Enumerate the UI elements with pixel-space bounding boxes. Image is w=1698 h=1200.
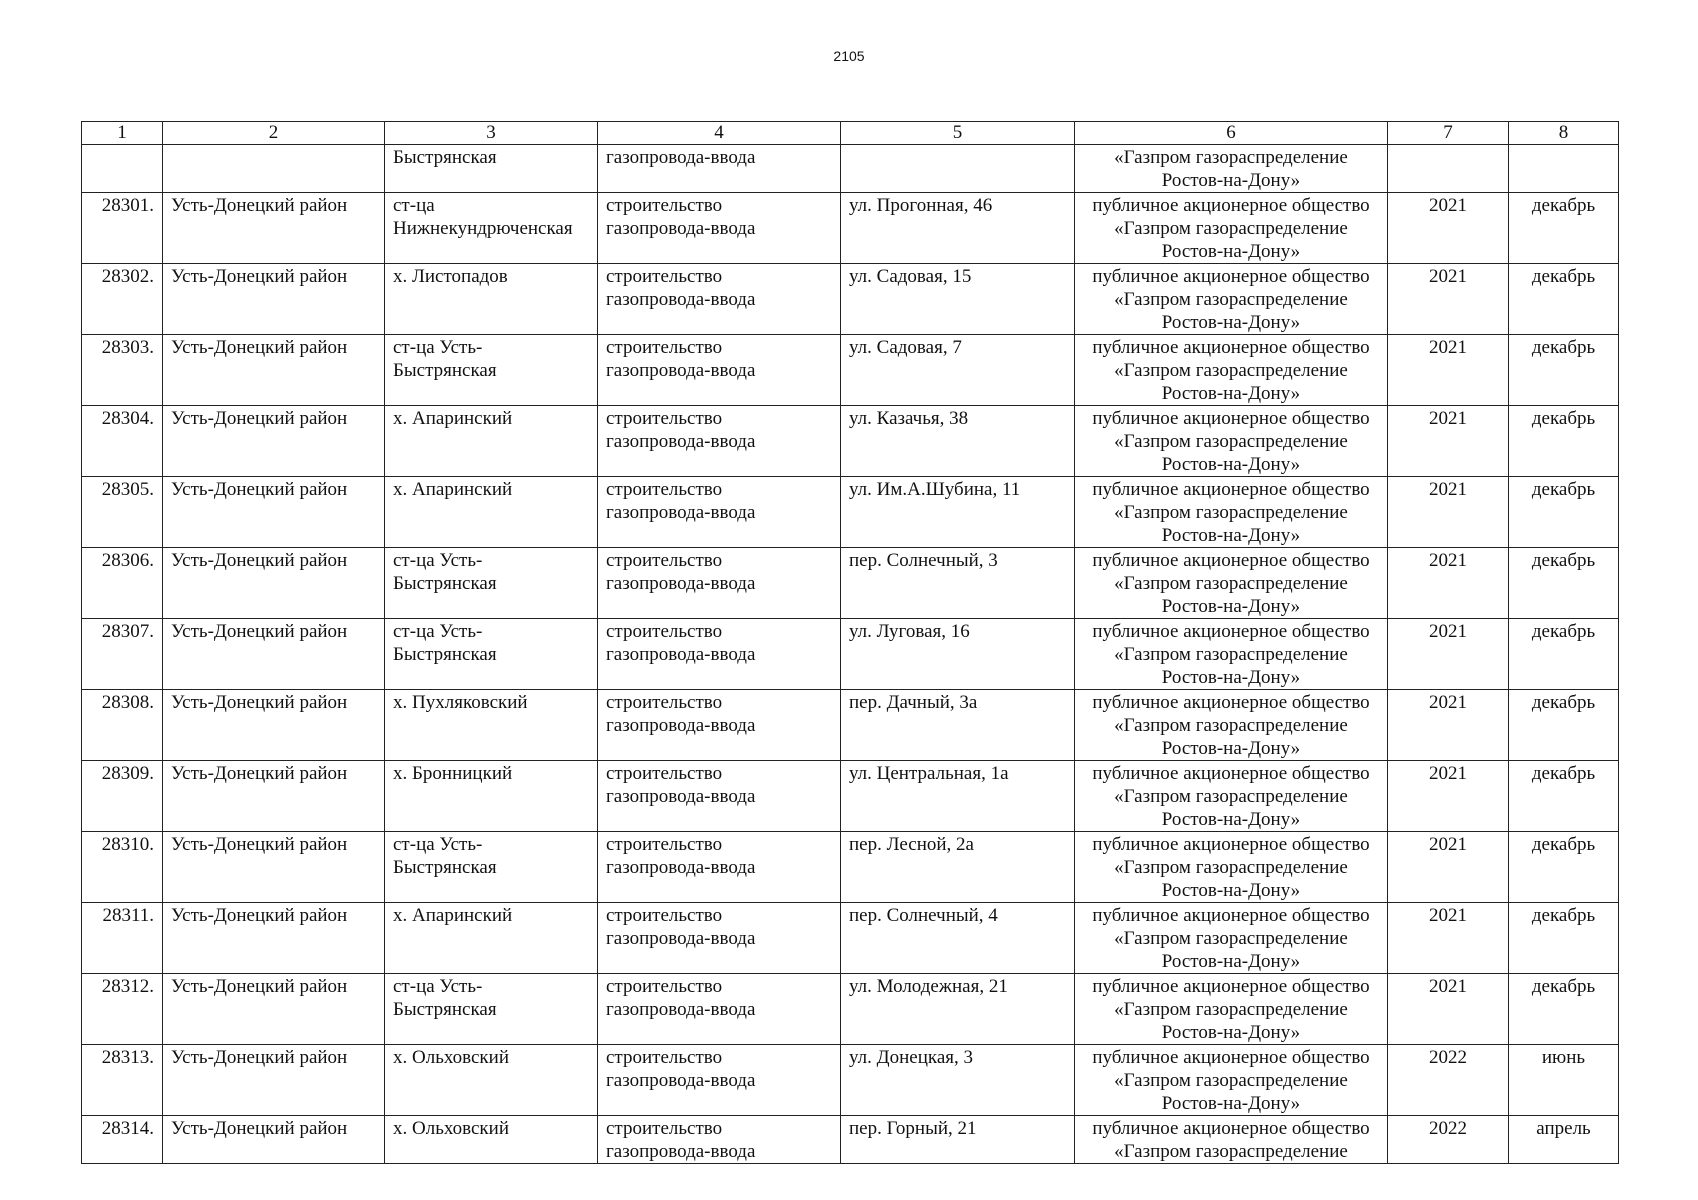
- row-number-cell: 28310.: [82, 832, 163, 903]
- organization-line: «Газпром газораспределение: [1114, 1141, 1348, 1162]
- work-type-line: строительство: [606, 195, 723, 216]
- address-cell: ул. Прогонная, 46: [841, 193, 1075, 264]
- organization-line: «Газпром газораспределение: [1114, 431, 1348, 452]
- month-cell: декабрь: [1509, 335, 1619, 406]
- row-number-cell: 28302.: [82, 264, 163, 335]
- year-cell: 2021: [1388, 193, 1509, 264]
- row-number-cell: 28306.: [82, 548, 163, 619]
- organization-line: «Газпром газораспределение: [1114, 502, 1348, 523]
- settlement-cell: [385, 477, 598, 548]
- settlement-line: ст-ца: [393, 195, 435, 216]
- table-row: [82, 832, 1619, 903]
- work-type-cell: [598, 406, 841, 477]
- organization-line: Ростов-на-Дону»: [1161, 738, 1301, 759]
- settlement-line: Быстрянская: [393, 573, 497, 594]
- work-type-line: газопровода-ввода: [606, 786, 756, 807]
- settlement-line: х. Апаринский: [393, 408, 513, 429]
- organization-line: Ростов-на-Дону»: [1161, 667, 1301, 688]
- year-cell: 2021: [1388, 832, 1509, 903]
- work-type-line: газопровода-ввода: [606, 928, 756, 949]
- district-cell: Усть-Донецкий район: [163, 193, 385, 264]
- year-cell: 2021: [1388, 690, 1509, 761]
- organization-line: публичное акционерное общество: [1092, 621, 1370, 642]
- organization-cell: [1075, 264, 1388, 335]
- settlement-cell: [385, 145, 598, 193]
- organization-line: публичное акционерное общество: [1092, 1047, 1370, 1068]
- work-type-line: газопровода-ввода: [606, 715, 756, 736]
- month-cell: декабрь: [1509, 477, 1619, 548]
- organization-line: «Газпром газораспределение: [1114, 1070, 1348, 1091]
- organization-line: «Газпром газораспределение: [1114, 573, 1348, 594]
- settlement-cell: [385, 264, 598, 335]
- table-row: [82, 761, 1619, 832]
- district-cell: Усть-Донецкий район: [163, 832, 385, 903]
- work-type-line: строительство: [606, 1118, 723, 1139]
- organization-line: публичное акционерное общество: [1092, 337, 1370, 358]
- month-cell: декабрь: [1509, 903, 1619, 974]
- settlement-line: ст-ца Усть-: [393, 621, 483, 642]
- column-header: 2: [163, 122, 385, 145]
- table-row: [82, 406, 1619, 477]
- settlement-line: х. Апаринский: [393, 479, 513, 500]
- settlement-line: х. Пухляковский: [393, 692, 528, 713]
- settlement-cell: [385, 193, 598, 264]
- year-cell: 2021: [1388, 264, 1509, 335]
- page-number: 2105: [833, 48, 865, 64]
- organization-line: «Газпром газораспределение: [1114, 644, 1348, 665]
- year-cell: 2021: [1388, 335, 1509, 406]
- row-number-cell: 28304.: [82, 406, 163, 477]
- month-cell: декабрь: [1509, 974, 1619, 1045]
- settlement-line: х. Ольховский: [393, 1047, 510, 1068]
- settlement-cell: [385, 974, 598, 1045]
- row-number-cell: 28307.: [82, 619, 163, 690]
- organization-cell: [1075, 619, 1388, 690]
- year-cell: 2021: [1388, 619, 1509, 690]
- month-cell: декабрь: [1509, 548, 1619, 619]
- organization-line: публичное акционерное общество: [1092, 195, 1370, 216]
- work-type-line: строительство: [606, 621, 723, 642]
- address-cell: ул. Центральная, 1а: [841, 761, 1075, 832]
- settlement-line: Нижнекундрюченская: [393, 218, 573, 239]
- work-type-cell: [598, 1045, 841, 1116]
- organization-line: Ростов-на-Дону»: [1161, 241, 1301, 262]
- organization-line: публичное акционерное общество: [1092, 408, 1370, 429]
- settlement-cell: [385, 548, 598, 619]
- year-cell: 2021: [1388, 903, 1509, 974]
- column-header: 7: [1388, 122, 1509, 145]
- organization-line: «Газпром газораспределение: [1114, 360, 1348, 381]
- settlement-cell: [385, 335, 598, 406]
- organization-line: «Газпром газораспределение: [1114, 999, 1348, 1020]
- organization-line: «Газпром газораспределение: [1114, 786, 1348, 807]
- settlement-cell: [385, 619, 598, 690]
- settlement-line: х. Ольховский: [393, 1118, 510, 1139]
- organization-line: «Газпром газораспределение: [1114, 289, 1348, 310]
- table-row: [82, 619, 1619, 690]
- table-row: [82, 1045, 1619, 1116]
- work-type-line: газопровода-ввода: [606, 147, 756, 168]
- organization-line: публичное акционерное общество: [1092, 550, 1370, 571]
- work-type-line: строительство: [606, 337, 723, 358]
- organization-line: «Газпром газораспределение: [1114, 857, 1348, 878]
- organization-cell: [1075, 761, 1388, 832]
- work-type-line: газопровода-ввода: [606, 502, 756, 523]
- district-cell: Усть-Донецкий район: [163, 477, 385, 548]
- settlement-cell: [385, 761, 598, 832]
- settlement-line: Быстрянская: [393, 999, 497, 1020]
- year-cell: 2021: [1388, 548, 1509, 619]
- address-cell: ул. Садовая, 7: [841, 335, 1075, 406]
- work-type-cell: [598, 974, 841, 1045]
- organization-line: «Газпром газораспределение: [1114, 218, 1348, 239]
- address-cell: ул. Казачья, 38: [841, 406, 1075, 477]
- address-cell: ул. Садовая, 15: [841, 264, 1075, 335]
- settlement-cell: [385, 690, 598, 761]
- settlement-line: х. Апаринский: [393, 905, 513, 926]
- table-row: [82, 264, 1619, 335]
- organization-line: публичное акционерное общество: [1092, 692, 1370, 713]
- organization-cell: [1075, 548, 1388, 619]
- settlement-cell: [385, 903, 598, 974]
- organization-line: публичное акционерное общество: [1092, 266, 1370, 287]
- work-type-line: газопровода-ввода: [606, 1070, 756, 1091]
- organization-line: публичное акционерное общество: [1092, 479, 1370, 500]
- column-header: 3: [385, 122, 598, 145]
- row-number-cell: 28314.: [82, 1116, 163, 1164]
- organization-line: Ростов-на-Дону»: [1161, 951, 1301, 972]
- organization-cell: [1075, 974, 1388, 1045]
- month-cell: декабрь: [1509, 264, 1619, 335]
- row-number-cell: 28301.: [82, 193, 163, 264]
- work-type-cell: [598, 548, 841, 619]
- address-cell: [841, 145, 1075, 193]
- column-header: 8: [1509, 122, 1619, 145]
- month-cell: [1509, 145, 1619, 193]
- organization-line: «Газпром газораспределение: [1114, 928, 1348, 949]
- table-row: [82, 1116, 1619, 1164]
- work-type-line: строительство: [606, 1047, 723, 1068]
- settlement-cell: [385, 1116, 598, 1164]
- work-type-line: газопровода-ввода: [606, 573, 756, 594]
- settlement-line: Быстрянская: [393, 360, 497, 381]
- work-type-line: строительство: [606, 834, 723, 855]
- work-type-cell: [598, 145, 841, 193]
- work-type-line: строительство: [606, 266, 723, 287]
- work-type-line: строительство: [606, 763, 723, 784]
- address-cell: пер. Солнечный, 4: [841, 903, 1075, 974]
- work-type-line: строительство: [606, 692, 723, 713]
- work-type-line: газопровода-ввода: [606, 218, 756, 239]
- settlement-line: Быстрянская: [393, 857, 497, 878]
- table-row: [82, 335, 1619, 406]
- address-cell: ул. Донецкая, 3: [841, 1045, 1075, 1116]
- work-type-cell: [598, 690, 841, 761]
- month-cell: июнь: [1509, 1045, 1619, 1116]
- year-cell: 2021: [1388, 406, 1509, 477]
- organization-cell: [1075, 1116, 1388, 1164]
- organization-line: публичное акционерное общество: [1092, 834, 1370, 855]
- district-cell: Усть-Донецкий район: [163, 548, 385, 619]
- district-cell: Усть-Донецкий район: [163, 619, 385, 690]
- work-type-line: газопровода-ввода: [606, 289, 756, 310]
- settlement-line: Быстрянская: [393, 644, 497, 665]
- settlement-cell: [385, 406, 598, 477]
- table-row: [82, 548, 1619, 619]
- organization-line: Ростов-на-Дону»: [1161, 170, 1301, 191]
- organization-line: Ростов-на-Дону»: [1161, 454, 1301, 475]
- row-number-cell: 28305.: [82, 477, 163, 548]
- address-cell: ул. Молодежная, 21: [841, 974, 1075, 1045]
- organization-line: публичное акционерное общество: [1092, 905, 1370, 926]
- district-cell: Усть-Донецкий район: [163, 690, 385, 761]
- organization-line: публичное акционерное общество: [1092, 1118, 1370, 1139]
- organization-line: «Газпром газораспределение: [1114, 147, 1348, 168]
- row-number-cell: [82, 145, 163, 193]
- column-header: 1: [82, 122, 163, 145]
- work-type-line: строительство: [606, 976, 723, 997]
- month-cell: апрель: [1509, 1116, 1619, 1164]
- month-cell: декабрь: [1509, 832, 1619, 903]
- column-header: 5: [841, 122, 1075, 145]
- table-row: [82, 974, 1619, 1045]
- address-cell: пер. Лесной, 2а: [841, 832, 1075, 903]
- work-type-cell: [598, 193, 841, 264]
- organization-cell: [1075, 193, 1388, 264]
- table-row: [82, 903, 1619, 974]
- address-cell: ул. Им.А.Шубина, 11: [841, 477, 1075, 548]
- work-type-line: газопровода-ввода: [606, 431, 756, 452]
- organization-line: Ростов-на-Дону»: [1161, 880, 1301, 901]
- work-type-line: газопровода-ввода: [606, 1141, 756, 1162]
- column-header: 6: [1075, 122, 1388, 145]
- work-type-line: газопровода-ввода: [606, 857, 756, 878]
- district-cell: Усть-Донецкий район: [163, 1116, 385, 1164]
- work-type-cell: [598, 903, 841, 974]
- column-header: 4: [598, 122, 841, 145]
- table-row: [82, 145, 1619, 193]
- settlement-cell: [385, 1045, 598, 1116]
- organization-cell: [1075, 903, 1388, 974]
- table-row: [82, 690, 1619, 761]
- work-type-line: газопровода-ввода: [606, 360, 756, 381]
- district-cell: [163, 145, 385, 193]
- work-type-line: строительство: [606, 479, 723, 500]
- settlement-line: ст-ца Усть-: [393, 976, 483, 997]
- work-type-cell: [598, 832, 841, 903]
- district-cell: Усть-Донецкий район: [163, 1045, 385, 1116]
- month-cell: декабрь: [1509, 619, 1619, 690]
- work-type-line: строительство: [606, 905, 723, 926]
- organization-cell: [1075, 477, 1388, 548]
- work-type-cell: [598, 619, 841, 690]
- organization-line: Ростов-на-Дону»: [1161, 312, 1301, 333]
- year-cell: 2021: [1388, 761, 1509, 832]
- table-body: [82, 145, 1619, 1164]
- district-cell: Усть-Донецкий район: [163, 903, 385, 974]
- work-type-line: строительство: [606, 550, 723, 571]
- year-cell: 2021: [1388, 477, 1509, 548]
- row-number-cell: 28313.: [82, 1045, 163, 1116]
- row-number-cell: 28308.: [82, 690, 163, 761]
- organization-line: «Газпром газораспределение: [1114, 715, 1348, 736]
- address-cell: пер. Дачный, 3а: [841, 690, 1075, 761]
- month-cell: декабрь: [1509, 761, 1619, 832]
- organization-line: публичное акционерное общество: [1092, 763, 1370, 784]
- table-row: [82, 193, 1619, 264]
- settlement-line: х. Листопадов: [393, 266, 508, 287]
- address-cell: ул. Луговая, 16: [841, 619, 1075, 690]
- settlement-line: х. Бронницкий: [393, 763, 513, 784]
- organization-line: Ростов-на-Дону»: [1161, 809, 1301, 830]
- year-cell: 2021: [1388, 974, 1509, 1045]
- organization-cell: [1075, 406, 1388, 477]
- work-type-line: газопровода-ввода: [606, 999, 756, 1020]
- work-type-cell: [598, 335, 841, 406]
- month-cell: декабрь: [1509, 193, 1619, 264]
- year-cell: [1388, 145, 1509, 193]
- organization-line: Ростов-на-Дону»: [1161, 525, 1301, 546]
- month-cell: декабрь: [1509, 406, 1619, 477]
- work-type-cell: [598, 264, 841, 335]
- organization-cell: [1075, 832, 1388, 903]
- organization-line: Ростов-на-Дону»: [1161, 383, 1301, 404]
- settlement-line: Быстрянская: [393, 147, 497, 168]
- table-row: [82, 477, 1619, 548]
- organization-cell: [1075, 1045, 1388, 1116]
- header-row: [82, 122, 1619, 145]
- address-cell: пер. Солнечный, 3: [841, 548, 1075, 619]
- address-cell: пер. Горный, 21: [841, 1116, 1075, 1164]
- row-number-cell: 28309.: [82, 761, 163, 832]
- registry-table: [81, 121, 1619, 1164]
- work-type-cell: [598, 477, 841, 548]
- district-cell: Усть-Донецкий район: [163, 761, 385, 832]
- settlement-line: ст-ца Усть-: [393, 550, 483, 571]
- year-cell: 2022: [1388, 1045, 1509, 1116]
- year-cell: 2022: [1388, 1116, 1509, 1164]
- row-number-cell: 28303.: [82, 335, 163, 406]
- organization-line: публичное акционерное общество: [1092, 976, 1370, 997]
- district-cell: Усть-Донецкий район: [163, 335, 385, 406]
- organization-line: Ростов-на-Дону»: [1161, 1022, 1301, 1043]
- row-number-cell: 28311.: [82, 903, 163, 974]
- settlement-line: ст-ца Усть-: [393, 337, 483, 358]
- work-type-line: газопровода-ввода: [606, 644, 756, 665]
- district-cell: Усть-Донецкий район: [163, 264, 385, 335]
- organization-cell: [1075, 690, 1388, 761]
- work-type-line: строительство: [606, 408, 723, 429]
- organization-line: Ростов-на-Дону»: [1161, 596, 1301, 617]
- row-number-cell: 28312.: [82, 974, 163, 1045]
- settlement-line: ст-ца Усть-: [393, 834, 483, 855]
- district-cell: Усть-Донецкий район: [163, 406, 385, 477]
- organization-cell: [1075, 145, 1388, 193]
- work-type-cell: [598, 1116, 841, 1164]
- district-cell: Усть-Донецкий район: [163, 974, 385, 1045]
- work-type-cell: [598, 761, 841, 832]
- settlement-cell: [385, 832, 598, 903]
- month-cell: декабрь: [1509, 690, 1619, 761]
- organization-line: Ростов-на-Дону»: [1161, 1093, 1301, 1114]
- organization-cell: [1075, 335, 1388, 406]
